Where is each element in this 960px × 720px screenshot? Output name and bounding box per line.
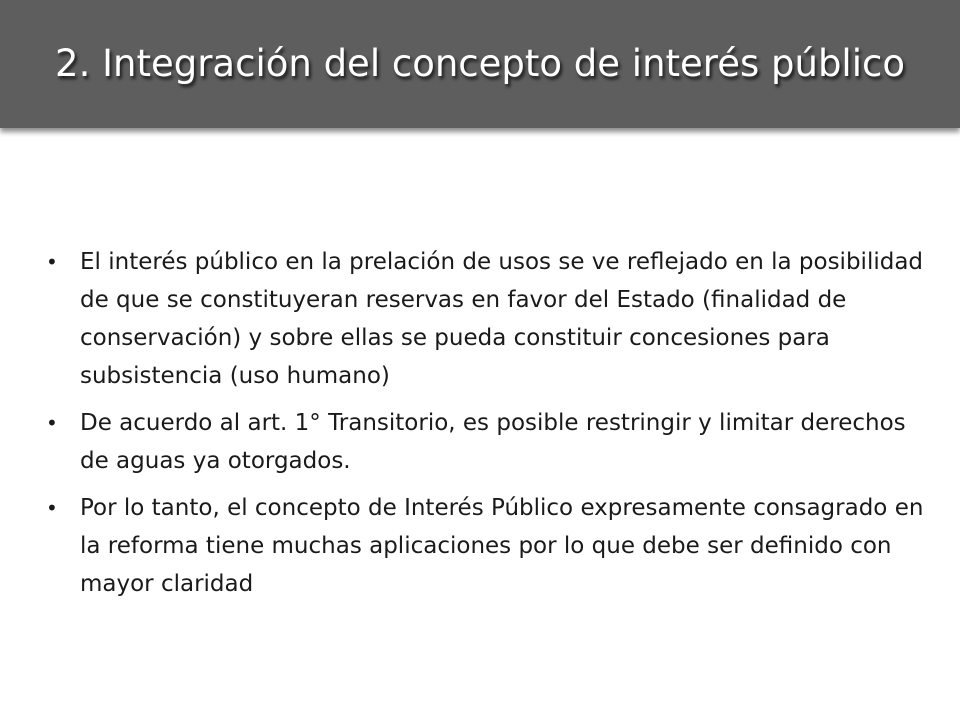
bullet-text: De acuerdo al art. 1° Transitorio, es posible restringir y limitar derechos de aguas ya otorgados. — [80, 410, 906, 474]
bullet-list — [46, 243, 926, 612]
bullet-item — [46, 489, 926, 603]
bullet-icon: • — [46, 250, 58, 274]
bullet-icon: • — [46, 496, 58, 520]
bullet-text: Por lo tanto, el concepto de Interés Público expresamente consagrado en la reforma tiene muchas aplicaciones por lo que debe ser definido con mayor claridad — [80, 495, 924, 597]
bullet-icon: • — [46, 411, 58, 435]
slide-title: 2. Integración del concepto de interés público — [55, 42, 905, 85]
bullet-text: El interés público en la prelación de usos se ve reflejado en la posibilidad de que se constituyeran reservas en favor del Estado (finalidad de conservación) y sobre ellas se pueda constituir concesiones para subsistencia (uso humano) — [80, 249, 924, 389]
bullet-item — [46, 404, 926, 480]
bullet-item — [46, 243, 926, 395]
title-bar — [0, 0, 960, 128]
